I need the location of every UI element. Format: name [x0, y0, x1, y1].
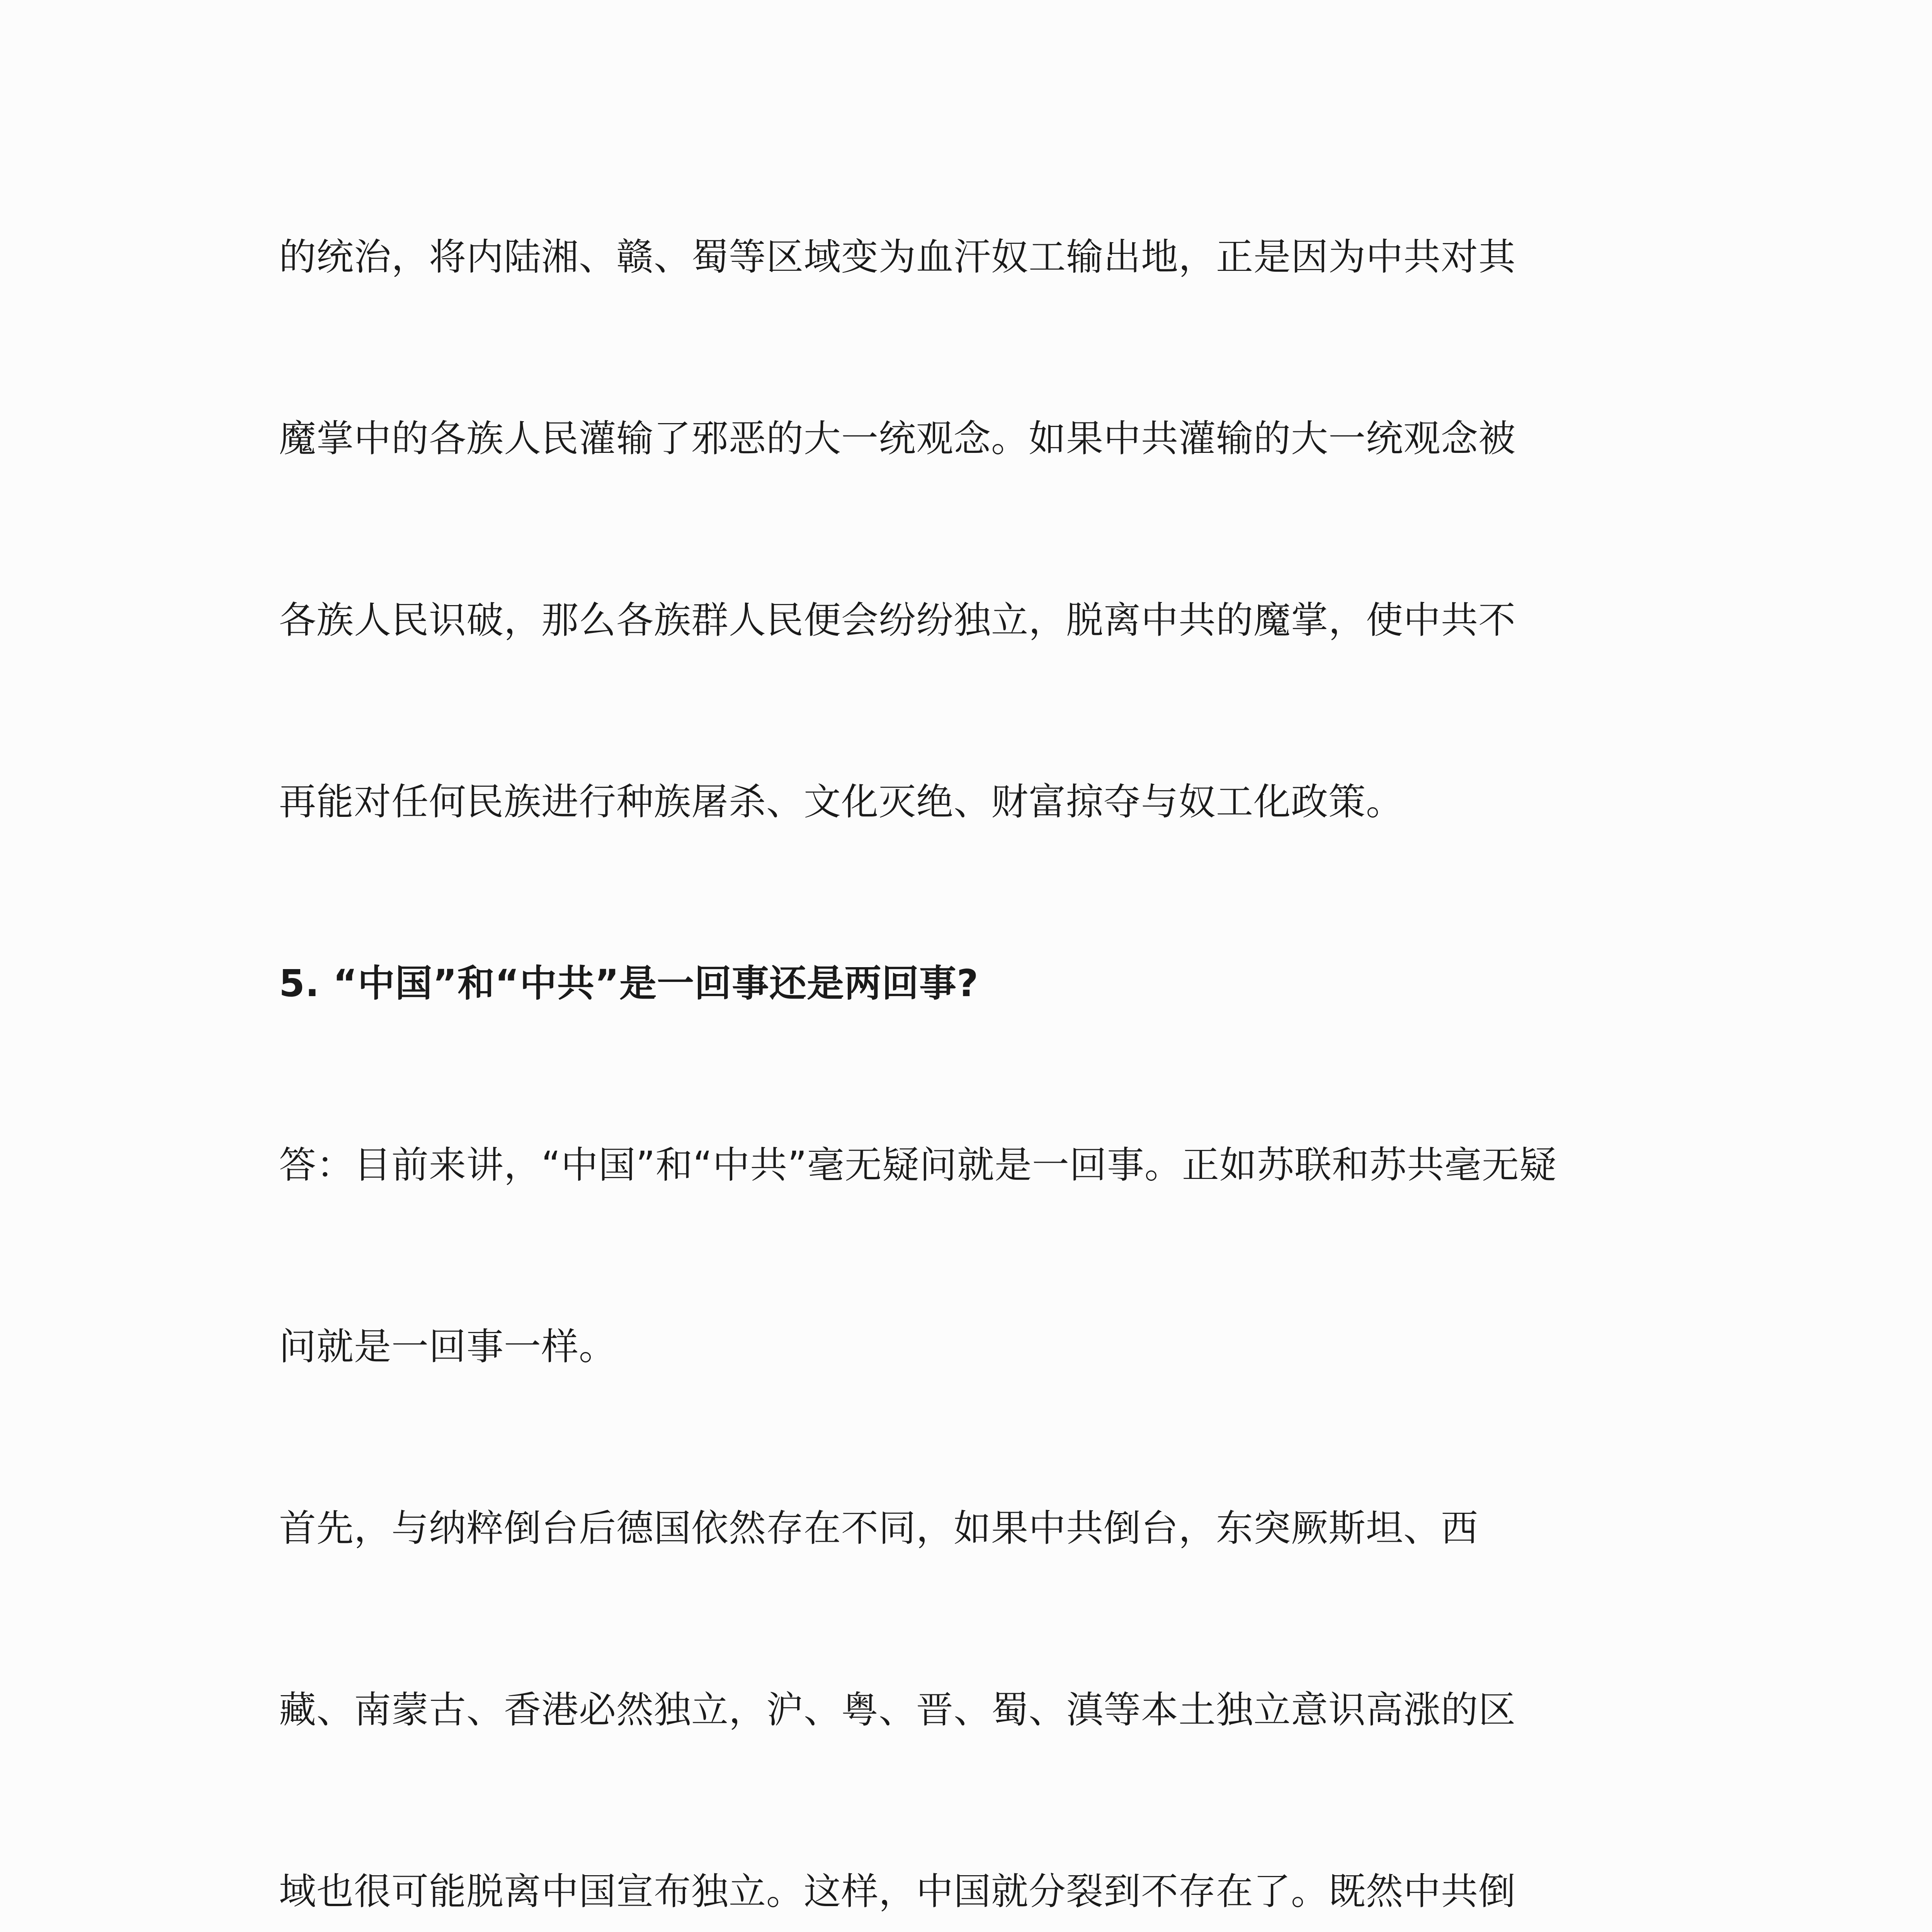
paragraph-line: 再能对任何民族进行种族屠杀、文化灭绝、财富掠夺与奴工化政策。: [279, 780, 1403, 823]
section-heading: 5. “中国”和“中共”是一回事还是两回事?: [279, 962, 979, 1005]
paragraph-line: 的统治，将内陆湘、赣、蜀等区域变为血汗奴工输出地，正是因为中共对其: [279, 235, 1516, 279]
paragraph-line: 答：目前来讲，“中国”和“中共”毫无疑问就是一回事。正如苏联和苏共毫无疑: [279, 1143, 1557, 1187]
paragraph-line: 藏、南蒙古、香港必然独立，沪、粤、晋、蜀、滇等本土独立意识高涨的区: [279, 1688, 1516, 1731]
paragraph-line: 各族人民识破，那么各族群人民便会纷纷独立，脱离中共的魔掌，使中共不: [279, 599, 1516, 642]
paragraph-line: 域也很可能脱离中国宣布独立。这样，中国就分裂到不存在了。既然中共倒: [279, 1870, 1516, 1913]
paragraph-line: 问就是一回事一样。: [279, 1325, 616, 1368]
paragraph-line: 首先，与纳粹倒台后德国依然存在不同，如果中共倒台，东突厥斯坦、西: [279, 1507, 1478, 1550]
paragraph-line: 魔掌中的各族人民灌输了邪恶的大一统观念。如果中共灌输的大一统观念被: [279, 417, 1516, 460]
